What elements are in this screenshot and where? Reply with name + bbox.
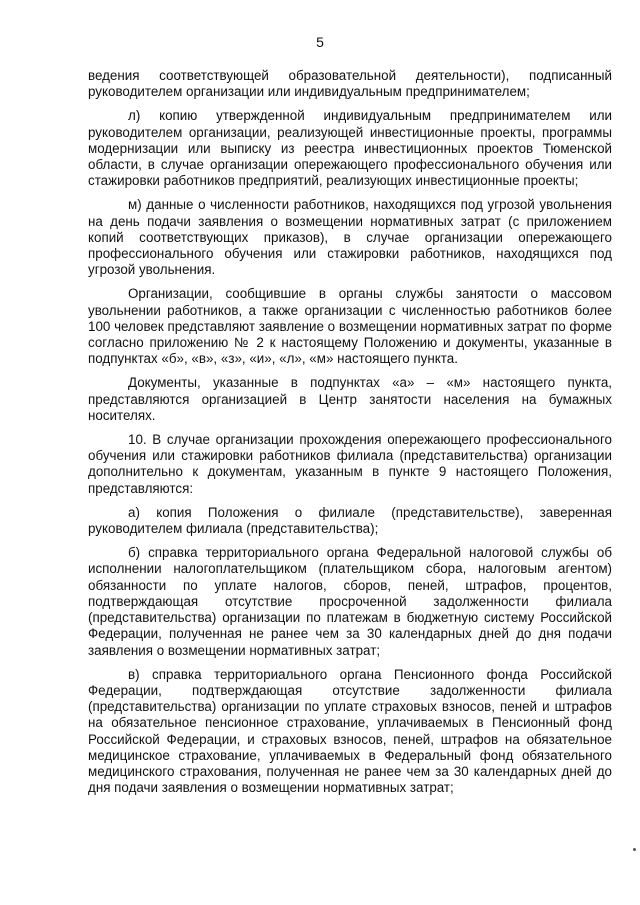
paragraph-item-l: л) копию утвержденной индивидуальным предпринимателем или руководителем организации, реализующей инвестиционные проекты, программы модернизации или выписку из реестра инвестиционных проектов Тюменской области, в случае организации опережающего профессионального обучения или стажировки работников предприятий, реализующих инвестиционные проекты; bbox=[88, 108, 612, 189]
paragraph-clause-10: 10. В случае организации прохождения опережающего профессионального обучения или стажировки работников филиала (представительства) организации дополнительно к документам, указанным в пункте 9 настоящего Положения, представляются: bbox=[88, 432, 612, 496]
paragraph-documents: Документы, указанные в подпунктах «а» – «м» настоящего пункта, представляются организацией в Центр занятости населения на бумажных носителях. bbox=[88, 375, 612, 423]
paragraph-organizations: Организации, сообщившие в органы службы занятости о массовом увольнении работников, а также организации с численностью работников более 100 человек представляют заявление о возмещении нормативных затрат по форме согласно приложению № 2 к настоящему Положению и документы, указанные в подпунктах «б», «в», «з», «и», «л», «м» настоящего пункта. bbox=[88, 286, 612, 367]
paragraph-item-v: в) справка территориального органа Пенсионного фонда Российской Федерации, подтверждающая отсутствие задолженности филиала (представительства) организации по уплате страховых взносов, пеней и штрафов на обязательное пенсионное страхование, уплачиваемых в Пенсионный фонд Российской Федерации, и страховых взносов, пеней, штрафов на обязательное медицинское страхование, уплачиваемых в Федеральный фонд обязательного медицинского страхования, полученная не ранее чем за 30 календарных дней до дня подачи заявления о возмещении нормативных затрат; bbox=[88, 666, 612, 796]
page-number: 5 bbox=[316, 34, 324, 50]
scan-dot bbox=[633, 848, 636, 851]
paragraph-item-a: а) копия Положения о филиале (представительстве), заверенная руководителем филиала (представительства); bbox=[88, 504, 612, 537]
paragraph-item-m: м) данные о численности работников, находящихся под угрозой увольнения на день подачи заявления о возмещении нормативных затрат (с приложением копий соответствующих приказов), в случае организации опережающего профессионального обучения или стажировки работников, находящихся под угрозой увольнения. bbox=[88, 197, 612, 278]
paragraph-item-b: б) справка территориального органа Федеральной налоговой службы об исполнении налогоплательщиком (плательщиком сбора, налоговым агентом) обязанности по уплате налогов, сборов, пеней, штрафов, процентов, подтверждающая отсутствие просроченной задолженности филиала (представительства) организации по платежам в бюджетную систему Российской Федерации, полученная не ранее чем за 30 календарных дней до дня подачи заявления о возмещении нормативных затрат; bbox=[88, 545, 612, 658]
paragraph-continuation: ведения соответствующей образовательной деятельности), подписанный руководителем организации или индивидуальным предпринимателем; bbox=[88, 68, 612, 100]
document-body bbox=[88, 68, 612, 804]
